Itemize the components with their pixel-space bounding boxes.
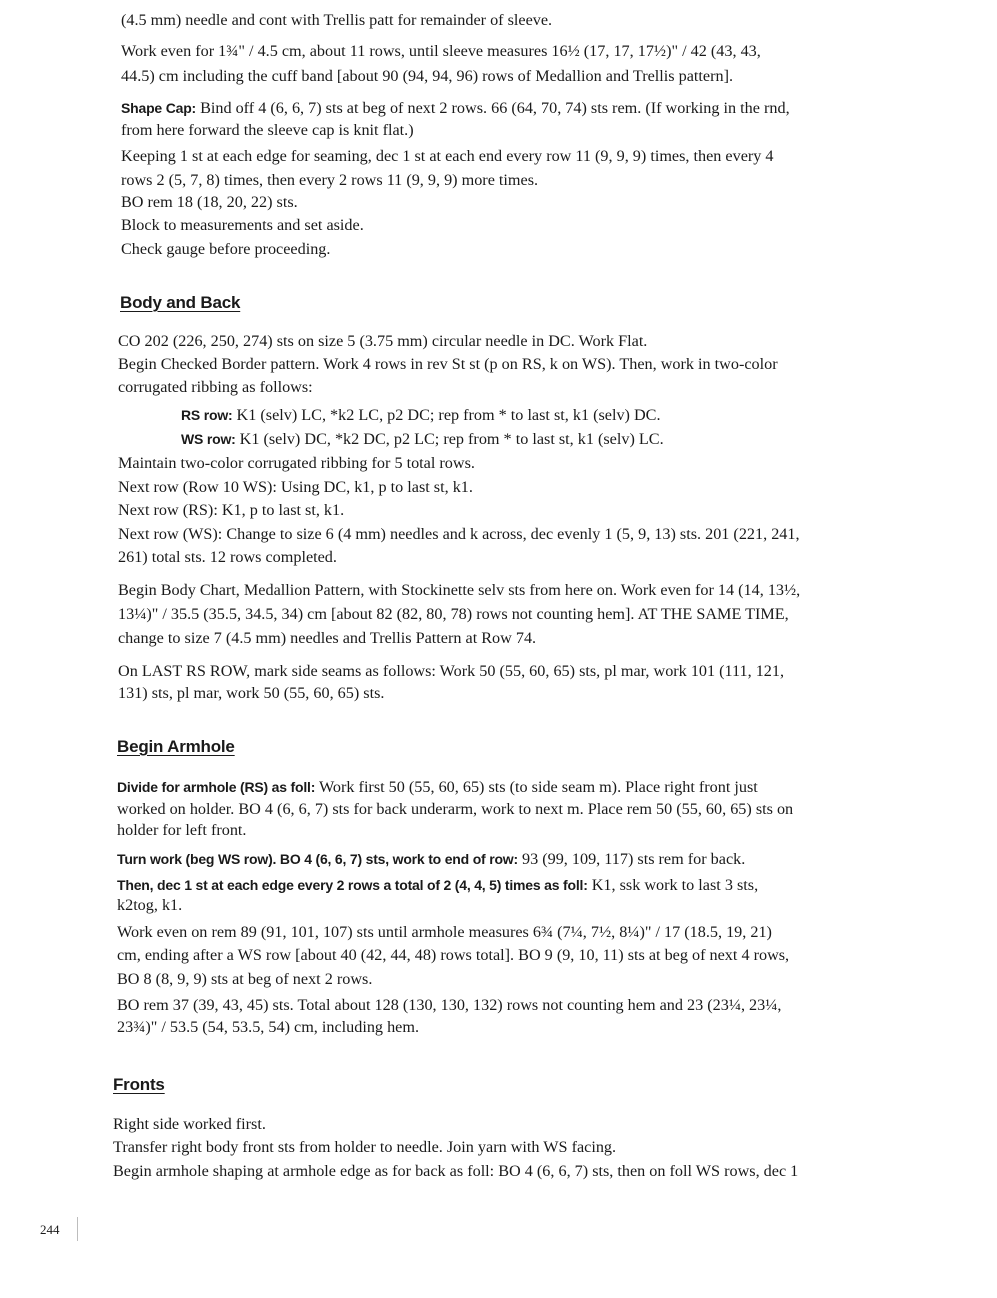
ws-row-label: WS row: <box>181 431 236 447</box>
text-run: 93 (99, 109, 117) sts rem for back. <box>517 850 746 868</box>
text-line: change to size 7 (4.5 mm) needles and Trellis Pattern at Row 74. <box>118 629 537 647</box>
text-run: K1 (selv) LC, *k2 LC, p2 DC; rep from * to last st, k1 (selv) DC. <box>232 406 661 424</box>
text-line: from here forward the sleeve cap is knit flat.) <box>121 121 414 139</box>
section-heading-fronts: Fronts <box>113 1075 165 1094</box>
text-line: Work even for 1¾" / 4.5 cm, about 11 rows, until sleeve measures 16½ (17, 17, 17½)" / 42 (43, 43, <box>121 42 761 60</box>
rs-row-label: RS row: <box>181 407 233 423</box>
decrease-line <box>117 874 758 896</box>
text-line: Check gauge before proceeding. <box>121 240 331 258</box>
margin-rule <box>77 1217 78 1241</box>
text-line: Next row (RS): K1, p to last st, k1. <box>118 501 345 519</box>
text-line: Next row (Row 10 WS): Using DC, k1, p to last st, k1. <box>118 478 473 496</box>
text-line: CO 202 (226, 250, 274) sts on size 5 (3.75 mm) circular needle in DC. Work Flat. <box>118 332 648 350</box>
text-line: Keeping 1 st at each edge for seaming, dec 1 st at each end every row 11 (9, 9, 9) times, then every 4 <box>121 147 774 165</box>
text-line: 23¾)" / 53.5 (54, 53.5, 54) cm, including hem. <box>117 1018 419 1036</box>
text-line: holder for left front. <box>117 821 247 839</box>
text-line: BO rem 37 (39, 43, 45) sts. Total about 128 (130, 130, 132) rows not counting hem and 23 (23¼, 23¼, <box>117 996 782 1014</box>
text-line: Begin Checked Border pattern. Work 4 rows in rev St st (p on RS, k on WS). Then, work in two-color <box>118 355 778 373</box>
turn-work-label: Turn work (beg WS row). BO 4 (6, 6, 7) sts, work to end of row: <box>117 851 518 867</box>
ws-row-instruction <box>181 428 664 450</box>
text-line: Begin Body Chart, Medallion Pattern, with Stockinette selv sts from here on. Work even for 14 (14, 13½, <box>118 581 801 599</box>
text-line: BO rem 18 (18, 20, 22) sts. <box>121 193 298 211</box>
text-line: Begin armhole shaping at armhole edge as for back as foll: BO 4 (6, 6, 7) sts, then on foll WS rows, dec 1 <box>113 1162 799 1180</box>
rs-row-instruction <box>181 404 661 426</box>
text-line: 44.5) cm including the cuff band [about 90 (94, 94, 96) rows of Medallion and Trellis pattern]. <box>121 67 734 85</box>
divide-armhole-label: Divide for armhole (RS) as foll: <box>117 779 316 795</box>
text-line: Maintain two-color corrugated ribbing for 5 total rows. <box>118 454 475 472</box>
section-heading-begin-armhole: Begin Armhole <box>117 737 235 756</box>
text-line: Next row (WS): Change to size 6 (4 mm) needles and k across, dec evenly 1 (5, 9, 13) sts. 201 (221, 241, <box>118 525 800 543</box>
text-line: Right side worked first. <box>113 1115 266 1133</box>
page-number: 244 <box>40 1222 60 1237</box>
text-line: On LAST RS ROW, mark side seams as follows: Work 50 (55, 60, 65) sts, pl mar, work 101 (111, 121, <box>118 662 785 680</box>
shape-cap-label: Shape Cap: <box>121 100 197 116</box>
text-line: BO 8 (8, 9, 9) sts at beg of next 2 rows. <box>117 970 373 988</box>
text-run: Bind off 4 (6, 6, 7) sts at beg of next 2 rows. 66 (64, 70, 74) sts rem. (If working in the rnd, <box>196 99 790 117</box>
shape-cap-line <box>121 97 790 119</box>
turn-work-line <box>117 848 745 870</box>
decrease-label: Then, dec 1 st at each edge every 2 rows a total of 2 (4, 4, 5) times as foll: <box>117 877 588 893</box>
text-line: cm, ending after a WS row [about 40 (42, 44, 48) rows total]. BO 9 (9, 10, 11) sts at beg of next 4 rows, <box>117 946 790 964</box>
text-line: corrugated ribbing as follows: <box>118 378 313 396</box>
divide-armhole-line <box>117 776 758 798</box>
text-line: 261) total sts. 12 rows completed. <box>118 548 337 566</box>
text-line: k2tog, k1. <box>117 896 183 914</box>
text-line: worked on holder. BO 4 (6, 6, 7) sts for back underarm, work to next m. Place rem 50 (55, 60, 65) sts on <box>117 800 794 818</box>
text-line: (4.5 mm) needle and cont with Trellis patt for remainder of sleeve. <box>121 11 553 29</box>
text-line: rows 2 (5, 7, 8) times, then every 2 rows 11 (9, 9, 9) more times. <box>121 171 539 189</box>
text-run: K1 (selv) DC, *k2 DC, p2 LC; rep from * to last st, k1 (selv) LC. <box>235 430 664 448</box>
text-line: Transfer right body front sts from holder to needle. Join yarn with WS facing. <box>113 1138 617 1156</box>
text-line: Work even on rem 89 (91, 101, 107) sts until armhole measures 6¾ (7¼, 7½, 8¼)" / 17 (18.5, 19, 21) <box>117 923 772 941</box>
text-line: Block to measurements and set aside. <box>121 216 364 234</box>
section-heading-body-back: Body and Back <box>120 293 241 312</box>
text-line: 131) sts, pl mar, work 50 (55, 60, 65) sts. <box>118 684 385 702</box>
text-line: 13¼)" / 35.5 (35.5, 34.5, 34) cm [about 82 (82, 80, 78) rows not counting hem]. AT THE SAME TIME, <box>118 605 789 623</box>
text-run: K1, ssk work to last 3 sts, <box>587 876 759 894</box>
text-run: Work first 50 (55, 60, 65) sts (to side seam m). Place right front just <box>315 778 758 796</box>
